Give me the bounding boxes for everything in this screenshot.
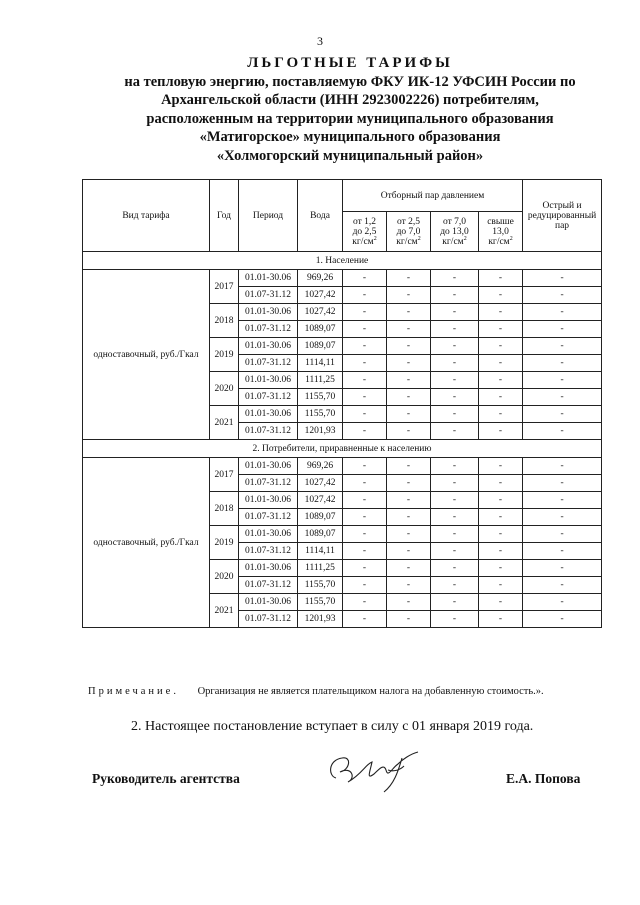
dash-cell: - xyxy=(387,509,431,526)
document-title xyxy=(60,54,640,165)
dash-cell: - xyxy=(343,338,387,355)
dash-cell: - xyxy=(523,577,602,594)
dash-cell: - xyxy=(479,372,523,389)
header-steam-1 xyxy=(343,212,387,252)
dash-cell: - xyxy=(387,372,431,389)
dash-cell: - xyxy=(387,355,431,372)
dash-cell: - xyxy=(523,560,602,577)
dash-cell: - xyxy=(523,372,602,389)
header-steam-4-b: 13,0 xyxy=(492,226,509,237)
dash-cell: - xyxy=(387,389,431,406)
header-steam-3-b: до 13,0 xyxy=(440,226,469,237)
dash-cell: - xyxy=(479,543,523,560)
dash-cell: - xyxy=(431,287,479,304)
dash-cell: - xyxy=(343,611,387,628)
dash-cell: - xyxy=(431,355,479,372)
dash-cell: - xyxy=(431,389,479,406)
dash-cell: - xyxy=(387,458,431,475)
period-cell: 01.07-31.12 xyxy=(239,611,298,628)
water-value-cell: 1155,70 xyxy=(298,406,343,423)
tariff-kind-cell: одноставочный, руб./Гкал xyxy=(83,270,210,440)
period-cell: 01.01-30.06 xyxy=(239,526,298,543)
period-cell: 01.07-31.12 xyxy=(239,355,298,372)
dash-cell: - xyxy=(523,611,602,628)
dash-cell: - xyxy=(431,321,479,338)
water-value-cell: 1201,93 xyxy=(298,611,343,628)
dash-cell: - xyxy=(431,526,479,543)
header-steam-3-unit: $кг/см^2$ xyxy=(442,235,467,247)
dash-cell: - xyxy=(479,526,523,543)
dash-cell: - xyxy=(343,287,387,304)
water-value-cell: 1027,42 xyxy=(298,304,343,321)
dash-cell: - xyxy=(431,270,479,287)
dash-cell: - xyxy=(387,270,431,287)
dash-cell: - xyxy=(343,594,387,611)
header-sharp-steam: Острый и редуцированный пар xyxy=(523,180,602,252)
water-value-cell: 1155,70 xyxy=(298,594,343,611)
dash-cell: - xyxy=(431,611,479,628)
year-cell: 2020 xyxy=(210,372,239,406)
dash-cell: - xyxy=(387,321,431,338)
dash-cell: - xyxy=(387,475,431,492)
section-row xyxy=(83,440,602,458)
year-cell: 2021 xyxy=(210,594,239,628)
dash-cell: - xyxy=(479,560,523,577)
tariff-kind-cell: одноставочный, руб./Гкал xyxy=(83,458,210,628)
period-cell: 01.07-31.12 xyxy=(239,321,298,338)
period-cell: 01.01-30.06 xyxy=(239,458,298,475)
dash-cell: - xyxy=(479,321,523,338)
period-cell: 01.07-31.12 xyxy=(239,475,298,492)
water-value-cell: 1114,11 xyxy=(298,355,343,372)
dash-cell: - xyxy=(387,526,431,543)
dash-cell: - xyxy=(523,526,602,543)
period-cell: 01.01-30.06 xyxy=(239,492,298,509)
dash-cell: - xyxy=(343,270,387,287)
header-steam-1-b: до 2,5 xyxy=(352,226,377,237)
water-value-cell: 1114,11 xyxy=(298,543,343,560)
water-value-cell: 1089,07 xyxy=(298,526,343,543)
table-row xyxy=(83,270,602,287)
dash-cell: - xyxy=(343,321,387,338)
dash-cell: - xyxy=(523,355,602,372)
dash-cell: - xyxy=(343,492,387,509)
dash-cell: - xyxy=(431,475,479,492)
dash-cell: - xyxy=(431,492,479,509)
water-value-cell: 1201,93 xyxy=(298,423,343,440)
period-cell: 01.07-31.12 xyxy=(239,287,298,304)
header-steam-2 xyxy=(387,212,431,252)
dash-cell: - xyxy=(343,423,387,440)
period-cell: 01.01-30.06 xyxy=(239,304,298,321)
header-steam-1-unit: $кг/см^2$ xyxy=(352,235,377,247)
dash-cell: - xyxy=(479,270,523,287)
header-period: Период xyxy=(239,180,298,252)
water-value-cell: 969,26 xyxy=(298,458,343,475)
dash-cell: - xyxy=(479,611,523,628)
dash-cell: - xyxy=(387,560,431,577)
period-cell: 01.01-30.06 xyxy=(239,594,298,611)
header-steam-2-a: от 2,5 xyxy=(396,216,421,227)
year-cell: 2018 xyxy=(210,492,239,526)
dash-cell: - xyxy=(387,406,431,423)
section-row xyxy=(83,252,602,270)
note-label: Примечание. xyxy=(88,686,179,697)
dash-cell: - xyxy=(479,458,523,475)
dash-cell: - xyxy=(479,389,523,406)
title-line-3: Архангельской области (ИНН 2923002226) потребителям, xyxy=(161,92,539,108)
water-value-cell: 1111,25 xyxy=(298,560,343,577)
title-line-1: ЛЬГОТНЫЕ ТАРИФЫ xyxy=(247,55,453,71)
dash-cell: - xyxy=(343,458,387,475)
dash-cell: - xyxy=(431,338,479,355)
dash-cell: - xyxy=(343,389,387,406)
header-steam-3 xyxy=(431,212,479,252)
decree-text: 2. Настоящее постановление вступает в силу с 01 января 2019 года. xyxy=(131,719,534,734)
dash-cell: - xyxy=(523,475,602,492)
period-cell: 01.07-31.12 xyxy=(239,423,298,440)
water-value-cell: 1027,42 xyxy=(298,287,343,304)
dash-cell: - xyxy=(431,509,479,526)
dash-cell: - xyxy=(343,304,387,321)
dash-cell: - xyxy=(479,338,523,355)
dash-cell: - xyxy=(431,423,479,440)
period-cell: 01.01-30.06 xyxy=(239,372,298,389)
year-cell: 2021 xyxy=(210,406,239,440)
tariff-table xyxy=(82,179,602,628)
section-title: 1. Население xyxy=(83,252,602,270)
dash-cell: - xyxy=(343,526,387,543)
dash-cell: - xyxy=(523,594,602,611)
water-value-cell: 1089,07 xyxy=(298,509,343,526)
year-cell: 2019 xyxy=(210,338,239,372)
water-value-cell: 1155,70 xyxy=(298,577,343,594)
header-steam-2-b: до 7,0 xyxy=(396,226,421,237)
header-steam-4 xyxy=(479,212,523,252)
dash-cell: - xyxy=(523,406,602,423)
dash-cell: - xyxy=(479,509,523,526)
dash-cell: - xyxy=(343,372,387,389)
water-value-cell: 969,26 xyxy=(298,270,343,287)
year-cell: 2020 xyxy=(210,560,239,594)
header-year: Год xyxy=(210,180,239,252)
dash-cell: - xyxy=(431,458,479,475)
dash-cell: - xyxy=(431,543,479,560)
dash-cell: - xyxy=(479,594,523,611)
dash-cell: - xyxy=(479,423,523,440)
header-steam-4-a: свыше xyxy=(487,216,514,227)
section-title: 2. Потребители, приравненные к населению xyxy=(83,440,602,458)
dash-cell: - xyxy=(523,304,602,321)
dash-cell: - xyxy=(523,509,602,526)
year-cell: 2018 xyxy=(210,304,239,338)
dash-cell: - xyxy=(431,406,479,423)
page-number: 3 xyxy=(317,34,323,48)
dash-cell: - xyxy=(387,492,431,509)
header-steam-3-a: от 7,0 xyxy=(442,216,467,227)
tariff-table-body xyxy=(83,252,602,628)
note-text: Организация не является плательщиком налога на добавленную стоимость.». xyxy=(197,686,544,697)
title-line-2: на тепловую энергию, поставляемую ФКУ ИК-12 УФСИН России по xyxy=(124,73,576,90)
period-cell: 01.01-30.06 xyxy=(239,406,298,423)
period-cell: 01.01-30.06 xyxy=(239,338,298,355)
dash-cell: - xyxy=(343,577,387,594)
dash-cell: - xyxy=(431,560,479,577)
dash-cell: - xyxy=(343,560,387,577)
period-cell: 01.07-31.12 xyxy=(239,509,298,526)
dash-cell: - xyxy=(479,475,523,492)
header-steam-4-unit: $кг/см^2$ xyxy=(488,235,513,247)
water-value-cell: 1111,25 xyxy=(298,372,343,389)
water-value-cell: 1027,42 xyxy=(298,475,343,492)
header-kind: Вид тарифа xyxy=(83,180,210,252)
dash-cell: - xyxy=(343,475,387,492)
year-cell: 2019 xyxy=(210,526,239,560)
dash-cell: - xyxy=(343,509,387,526)
dash-cell: - xyxy=(523,338,602,355)
year-cell: 2017 xyxy=(210,458,239,492)
dash-cell: - xyxy=(387,423,431,440)
period-cell: 01.01-30.06 xyxy=(239,560,298,577)
dash-cell: - xyxy=(523,458,602,475)
dash-cell: - xyxy=(523,423,602,440)
water-value-cell: 1089,07 xyxy=(298,321,343,338)
title-line-4: расположенным на территории муниципального образования xyxy=(146,110,554,127)
dash-cell: - xyxy=(343,406,387,423)
dash-cell: - xyxy=(387,577,431,594)
note xyxy=(88,686,544,697)
dash-cell: - xyxy=(431,577,479,594)
dash-cell: - xyxy=(387,594,431,611)
dash-cell: - xyxy=(479,355,523,372)
dash-cell: - xyxy=(431,304,479,321)
dash-cell: - xyxy=(431,372,479,389)
signer-name: Е.А. Попова xyxy=(506,771,581,786)
header-steam: Отборный пар давлением xyxy=(343,180,523,212)
dash-cell: - xyxy=(479,304,523,321)
dash-cell: - xyxy=(479,492,523,509)
header-water: Вода xyxy=(298,180,343,252)
water-value-cell: 1089,07 xyxy=(298,338,343,355)
period-cell: 01.07-31.12 xyxy=(239,389,298,406)
dash-cell: - xyxy=(479,577,523,594)
handwritten-signature xyxy=(322,748,432,794)
dash-cell: - xyxy=(431,594,479,611)
period-cell: 01.07-31.12 xyxy=(239,543,298,560)
title-line-5: «Матигорское» муниципального образования xyxy=(199,129,501,145)
dash-cell: - xyxy=(387,543,431,560)
signer-position: Руководитель агентства xyxy=(92,771,240,786)
dash-cell: - xyxy=(343,355,387,372)
dash-cell: - xyxy=(479,287,523,304)
dash-cell: - xyxy=(523,492,602,509)
dash-cell: - xyxy=(343,543,387,560)
dash-cell: - xyxy=(523,543,602,560)
header-steam-1-a: от 1,2 xyxy=(352,216,377,227)
dash-cell: - xyxy=(387,611,431,628)
dash-cell: - xyxy=(523,287,602,304)
dash-cell: - xyxy=(523,270,602,287)
water-value-cell: 1155,70 xyxy=(298,389,343,406)
period-cell: 01.01-30.06 xyxy=(239,270,298,287)
dash-cell: - xyxy=(479,406,523,423)
table-row xyxy=(83,458,602,475)
year-cell: 2017 xyxy=(210,270,239,304)
header-steam-2-unit: $кг/см^2$ xyxy=(396,235,421,247)
water-value-cell: 1027,42 xyxy=(298,492,343,509)
title-line-6: «Холмогорский муниципальный район» xyxy=(216,147,484,164)
dash-cell: - xyxy=(523,389,602,406)
dash-cell: - xyxy=(387,338,431,355)
dash-cell: - xyxy=(387,287,431,304)
period-cell: 01.07-31.12 xyxy=(239,577,298,594)
dash-cell: - xyxy=(523,321,602,338)
dash-cell: - xyxy=(387,304,431,321)
